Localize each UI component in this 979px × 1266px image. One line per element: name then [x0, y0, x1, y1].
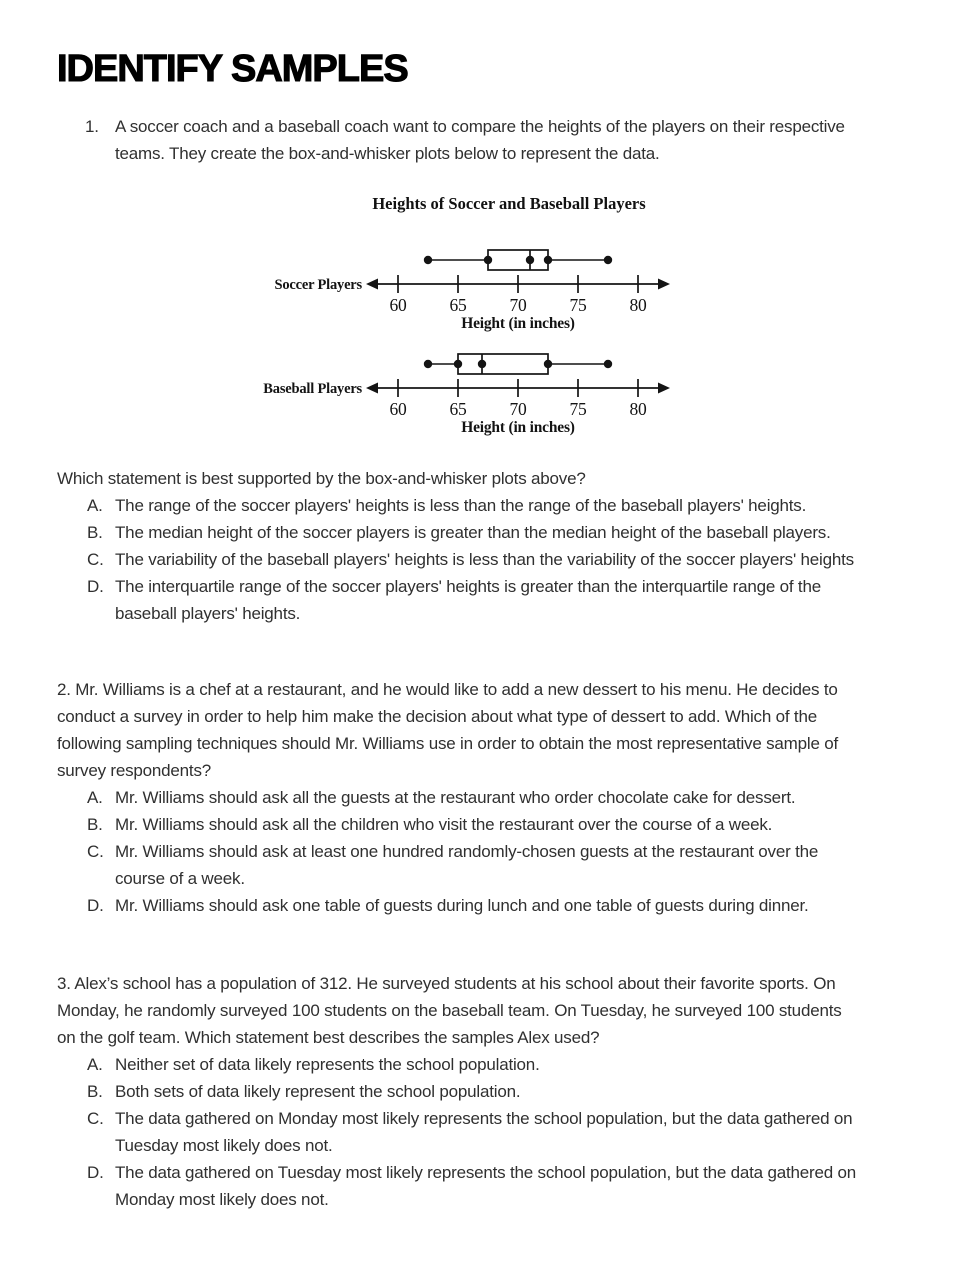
question-3-option-d [57, 1159, 860, 1213]
data-dot [544, 256, 552, 264]
tick-label: 60 [389, 295, 407, 315]
option-letter: A. [87, 788, 103, 807]
option-text: Mr. Williams should ask all the children who visit the restaurant over the course of a week. [115, 815, 773, 834]
option-text: The median height of the soccer players is greater than the median height of the baseball players. [115, 523, 831, 542]
soccer-boxplot [250, 238, 710, 334]
tick-label: 75 [569, 295, 587, 315]
option-letter: A. [87, 496, 103, 515]
question-2-option-a [57, 784, 860, 811]
data-dot [604, 360, 612, 368]
page-title: IDENTIFY SAMPLES [57, 48, 408, 90]
option-letter: A. [87, 1055, 103, 1074]
question-1-number: 1. [85, 117, 99, 136]
tick-label: 75 [569, 399, 587, 419]
axis-arrow-right [658, 383, 670, 394]
data-dot [424, 256, 432, 264]
question-3-option-a [57, 1051, 860, 1078]
question-1-option-b [57, 519, 887, 546]
question-1-option-c [57, 546, 887, 573]
option-text: The data gathered on Monday most likely represents the school population, but the data gathered on Tuesday most likely does not. [115, 1109, 853, 1155]
option-text: The range of the soccer players' heights is less than the range of the baseball players' heights. [115, 496, 807, 515]
data-dot [526, 256, 534, 264]
tick-label: 65 [449, 295, 467, 315]
tick-label: 80 [629, 399, 647, 419]
data-dot [544, 360, 552, 368]
question-3 [57, 970, 860, 1213]
x-axis-label: Height (in inches) [461, 419, 575, 436]
question-1 [85, 113, 897, 167]
baseball-boxplot [250, 342, 710, 438]
tick-label: 70 [509, 399, 527, 419]
question-1-option-a [57, 492, 887, 519]
question-1-option-d [57, 573, 887, 627]
option-letter: C. [87, 550, 104, 569]
option-text: Mr. Williams should ask at least one hundred randomly-chosen guests at the restaurant over the course of a week. [115, 842, 819, 888]
option-text: Both sets of data likely represent the school population. [115, 1082, 521, 1101]
question-2-option-b [57, 811, 860, 838]
iqr-box [488, 250, 548, 270]
option-letter: B. [87, 523, 103, 542]
tick-label: 65 [449, 399, 467, 419]
option-letter: D. [87, 896, 104, 915]
option-letter: C. [87, 1109, 104, 1128]
tick-label: 80 [629, 295, 647, 315]
question-1-answers [57, 465, 887, 627]
option-letter: D. [87, 1163, 104, 1182]
data-dot [604, 256, 612, 264]
iqr-box [458, 354, 548, 374]
option-letter: B. [87, 1082, 103, 1101]
question-2-text: 2. Mr. Williams is a chef at a restaurant, and he would like to add a new dessert to his menu. He decides to conduct a survey in order to help him make the decision about what type of dessert to add. Which of the following sampling techniques should Mr. Williams use in order to obtain the most representative sample of survey respondents? [57, 680, 839, 780]
question-2 [57, 676, 860, 919]
question-3-text: 3. Alex’s school has a population of 312. He surveyed students at his school about their favorite sports. On Monday, he randomly surveyed 100 students on the baseball team. On Tuesday, he surveyed 100 students on the golf team. Which statement best describes the samples Alex used? [57, 974, 842, 1047]
data-dot [424, 360, 432, 368]
question-2-option-d [57, 892, 860, 919]
data-dot [478, 360, 486, 368]
question-3-option-b [57, 1078, 860, 1105]
option-text: The data gathered on Tuesday most likely represents the school population, but the data gathered on Monday most likely does not. [115, 1163, 856, 1209]
tick-label: 60 [389, 399, 407, 419]
option-text: The variability of the baseball players' heights is less than the variability of the soccer players' heights [115, 550, 854, 569]
axis-arrow-left [366, 279, 378, 290]
axis-arrow-left [366, 383, 378, 394]
figure-title: Heights of Soccer and Baseball Players [372, 194, 646, 213]
option-letter: B. [87, 815, 103, 834]
x-axis-label: Height (in inches) [461, 315, 575, 332]
option-text: Mr. Williams should ask one table of guests during lunch and one table of guests during dinner. [115, 896, 809, 915]
option-letter: D. [87, 577, 104, 596]
boxplot-figure [250, 192, 720, 448]
question-1-text: A soccer coach and a baseball coach want to compare the heights of the players on their respective teams. They create the box-and-whisker plots below to represent the data. [115, 117, 845, 163]
option-text: Mr. Williams should ask all the guests at the restaurant who order chocolate cake for dessert. [115, 788, 796, 807]
axis-arrow-right [658, 279, 670, 290]
option-text: The interquartile range of the soccer players' heights is greater than the interquartile range of the baseball players' heights. [115, 577, 821, 623]
option-text: Neither set of data likely represents the school population. [115, 1055, 540, 1074]
row-label: Baseball Players [263, 381, 362, 397]
option-letter: C. [87, 842, 104, 861]
row-label: Soccer Players [274, 277, 362, 293]
data-dot [454, 360, 462, 368]
question-3-option-c [57, 1105, 860, 1159]
tick-label: 70 [509, 295, 527, 315]
data-dot [484, 256, 492, 264]
question-1-prompt: Which statement is best supported by the box-and-whisker plots above? [57, 469, 586, 488]
question-2-option-c [57, 838, 860, 892]
